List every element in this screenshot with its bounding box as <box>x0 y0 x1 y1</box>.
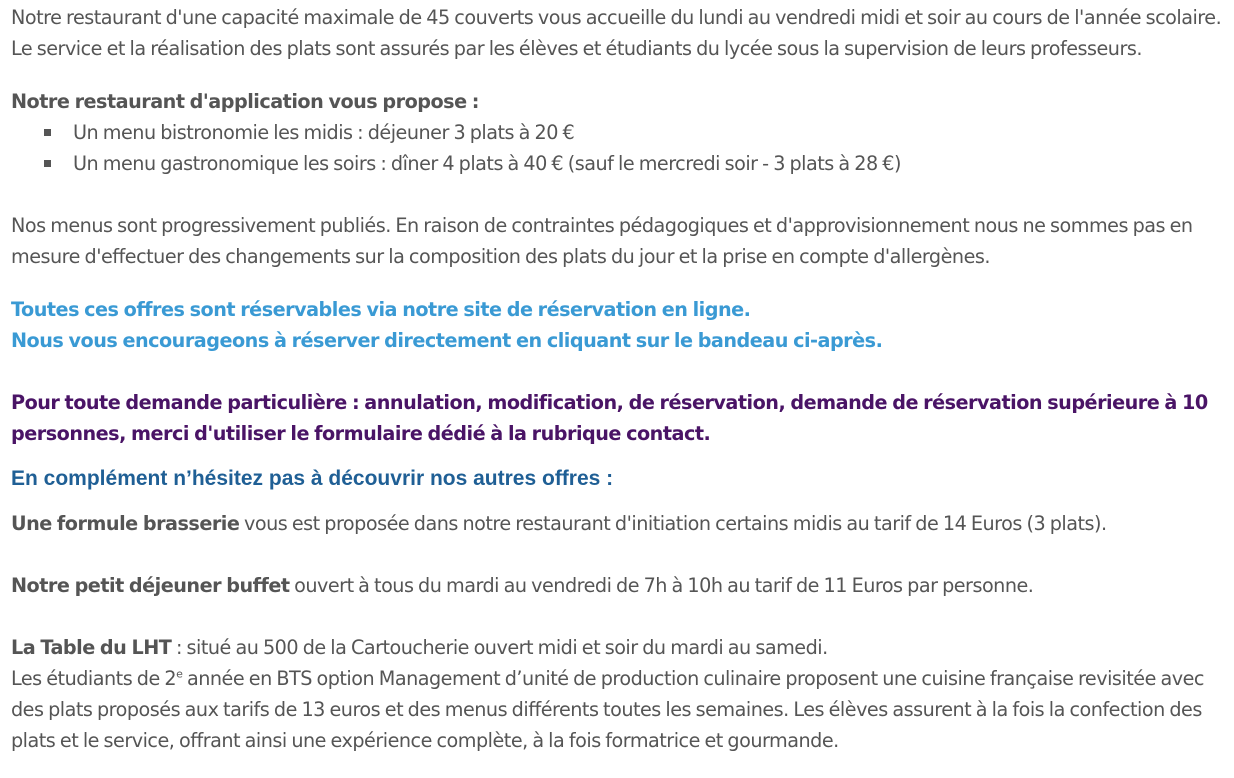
special-request-line-1: Pour toute demande particulière : annulation, modification, de réservation, demande de réservation supérieure à 10 <box>11 391 1208 414</box>
table-lht-desc-line-1: année en BTS option Management d’unité de production culinaire proposent une cuisine française revisitée avec <box>182 667 1204 690</box>
menu-item-dinner: Un menu gastronomique les soirs : dîner 4 plats à 40 € (sauf le mercredi soir - 3 plats à 28 €) <box>73 152 901 175</box>
brasserie-text: vous est proposée dans notre restaurant d'initiation certains midis au tarif de 14 Euros (3 plats). <box>239 512 1107 535</box>
table-lht-desc-pre: Les étudiants de 2 <box>11 667 177 690</box>
booking-line-1: Toutes ces offres sont réservables via notre site de réservation en ligne. <box>11 298 751 321</box>
table-lht-name: La Table du LHT <box>11 636 172 659</box>
breakfast-name: Notre petit déjeuner buffet <box>11 574 290 597</box>
table-lht-desc-sup: e <box>176 667 183 681</box>
notice-line-1: Nos menus sont progressivement publiés. En raison de contraintes pédagogiques et d'approvisionnement nous ne sommes pas en <box>11 214 1193 237</box>
breakfast-text: ouvert à tous du mardi au vendredi de 7h à 10h au tarif de 11 Euros par personne. <box>289 574 1034 597</box>
notice-line-2: mesure d'effectuer des changements sur la composition des plats du jour et la prise en compte d'allergènes. <box>11 245 990 268</box>
special-request-line-2: personnes, merci d'utiliser le formulaire dédié à la rubrique contact. <box>11 422 711 445</box>
table-lht-desc-line-3: plats et le service, offrant ainsi une expérience complète, à la fois formatrice et gourmande. <box>11 729 839 752</box>
booking-line-2: Nous vous encourageons à réserver directement en cliquant sur le bandeau ci-après. <box>11 329 883 352</box>
table-lht-desc-line-2: des plats proposés aux tarifs de 13 euros et des menus différents toutes les semaines. Les élèves assurent à la fois la confection des <box>11 698 1202 721</box>
menu-item-lunch: Un menu bistronomie les midis : déjeuner 3 plats à 20 € <box>73 121 575 144</box>
menu-list <box>11 117 1231 179</box>
booking-paragraph <box>11 294 1231 356</box>
brasserie-paragraph <box>11 508 1231 539</box>
list-item <box>44 148 1231 179</box>
breakfast-paragraph <box>11 570 1231 601</box>
intro-paragraph <box>11 2 1231 64</box>
intro-line-1: Notre restaurant d'une capacité maximale de 45 couverts vous accueille du lundi au vendredi midi et soir au cours de l'année scolaire. <box>11 6 1222 29</box>
special-request-paragraph <box>11 387 1231 449</box>
offer-title: Notre restaurant d'application vous propose : <box>11 90 479 113</box>
table-lht-paragraph <box>11 632 1231 756</box>
notice-paragraph <box>11 210 1231 272</box>
brasserie-name: Une formule brasserie <box>11 512 240 535</box>
article-content <box>11 2 1231 756</box>
list-item <box>44 117 1231 148</box>
square-bullet-icon <box>44 129 51 136</box>
other-offers-heading: En complément n’hésitez pas à découvrir nos autres offres : <box>11 467 614 490</box>
intro-line-2: Le service et la réalisation des plats sont assurés par les élèves et étudiants du lycée sous la supervision de leurs professeurs. <box>11 37 1142 60</box>
square-bullet-icon <box>44 160 51 167</box>
table-lht-text: : situé au 500 de la Cartoucherie ouvert midi et soir du mardi au samedi. <box>171 636 828 659</box>
